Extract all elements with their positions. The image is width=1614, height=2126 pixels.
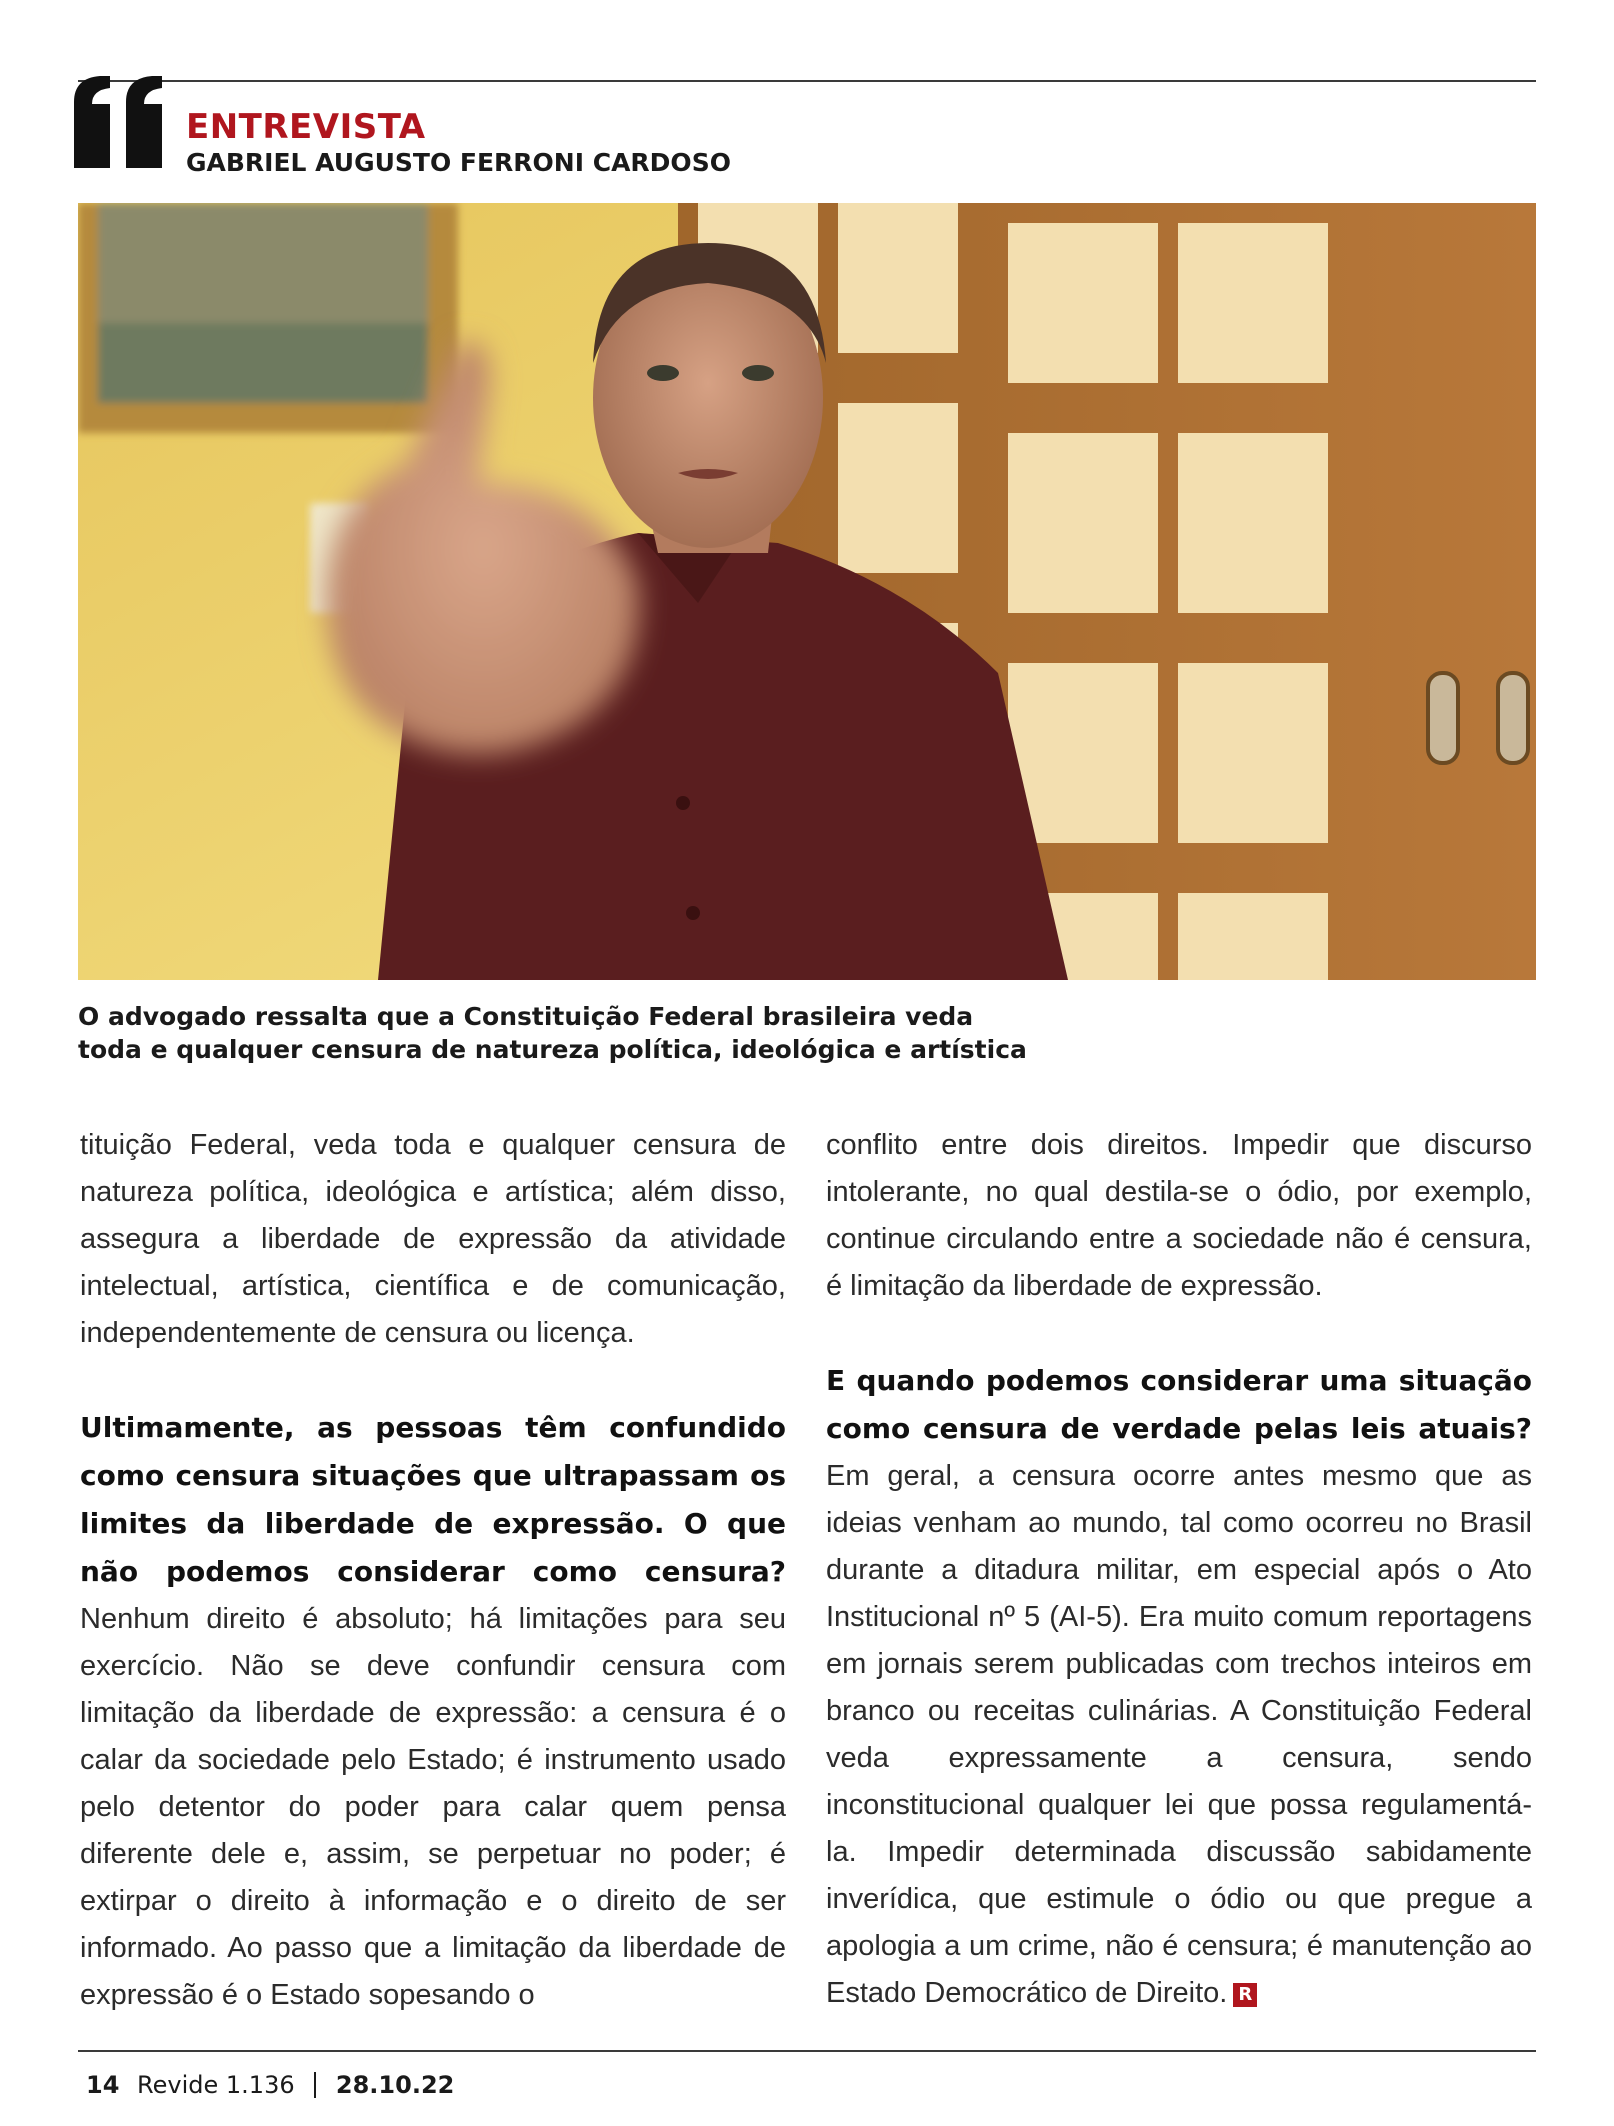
answer: Em geral, a censura ocorre antes mesmo que as ideias venham ao mundo, tal como ocorreu no Brasil durante a ditadura militar, em especial após o Ato Institucional nº 5 (AI-5). Era muito comum reportagens em jornais serem publicadas com trechos inteiros em branco ou receitas culinárias. A Constituição Federal veda expressamente a censura, sendo inconstitucional qualquer lei que possa regulamentá-la. Impedir determinada discussão sabidamente inverídica, que estimule o ódio ou que pregue a apologia a um crime, não é censura; é manutenção ao Estado Democrático de Direito. [826,1460,1532,2009]
publication-issue: Revide 1.136 [137,2071,295,2099]
page-footer [86,2070,454,2100]
issue-date: 28.10.22 [335,2071,455,2099]
bottom-rule [78,2050,1536,2052]
quote-mark-icon [70,72,180,182]
page-number: 14 [86,2071,120,2099]
top-rule [78,80,1536,82]
paragraph: tituição Federal, veda toda e qualquer censura de natureza política, ideológica e artística; além disso, assegura a liberdade de expressão da atividade intelectual, artística, científica e de comunicação, independentemente de censura ou licença. [80,1129,786,1349]
article-column-right [826,1122,1532,2017]
question: E quando podemos considerar uma situação como censura de verdade pelas leis atuais? [826,1364,1532,1445]
end-mark-icon: R [1233,1983,1257,2007]
interview-photo [78,203,1536,980]
section-label: ENTREVISTA [186,107,426,147]
caption-line: toda e qualquer censura de natureza política, ideológica e artística [78,1035,1027,1064]
paragraph: conflito entre dois direitos. Impedir que discurso intolerante, no qual destila-se o ódio, por exemplo, continue circulando entre a sociedade não é censura, é limitação da liberdade de expressão. [826,1129,1532,1302]
answer: Nenhum direito é absoluto; há limitações para seu exercício. Não se deve confundir censura com limitação da liberdade de expressão: a censura é o calar da sociedade pelo Estado; é instrumento usado pelo detentor do poder para calar quem pensa diferente dele e, assim, se perpetuar no poder; é extirpar o direito à informação e o direito de ser informado. Ao passo que a limitação da liberdade de expressão é o Estado sopesando o [80,1603,786,2011]
qa-block [80,1404,786,2019]
interviewee-name: GABRIEL AUGUSTO FERRONI CARDOSO [186,148,731,177]
footer-separator [314,2072,316,2098]
question: Ultimamente, as pessoas têm confundido como censura situações que ultrapassam os limites da liberdade de expressão. O que não podemos considerar como censura? [80,1411,786,1588]
qa-block [826,1357,1532,2017]
photo-caption [78,1000,1178,1066]
caption-line: O advogado ressalta que a Constituição Federal brasileira veda [78,1002,974,1031]
article-column-left [80,1122,786,2019]
